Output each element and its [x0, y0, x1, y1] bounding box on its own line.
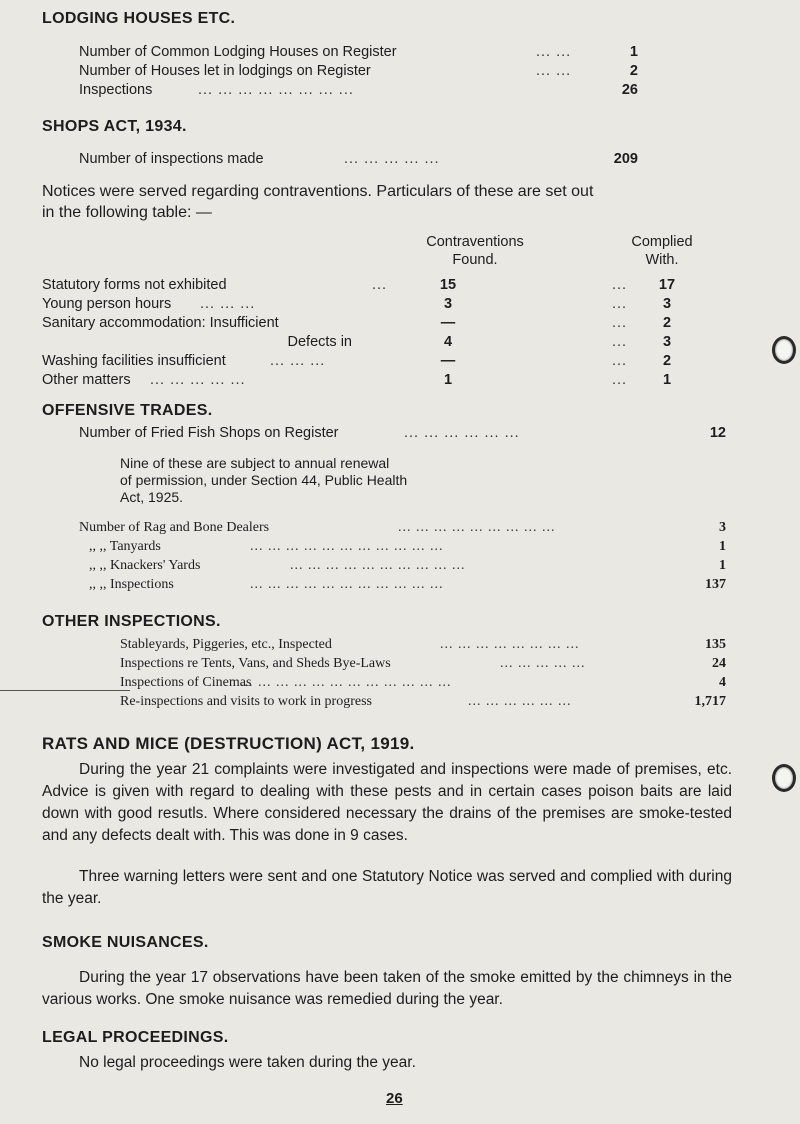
table-row-label: Sanitary accommodation: Insufficient	[42, 315, 279, 331]
table-row-label: Other matters	[42, 372, 131, 388]
table-cell-found: 4	[443, 334, 453, 350]
leader-dots: ... ...	[536, 63, 572, 79]
offensive-row-value: 1	[719, 558, 726, 573]
other-row-label: Re-inspections and visits to work in progress	[120, 694, 372, 709]
leader-dots: ... ... ... ... ... ... ... ... ... ... ...	[250, 577, 444, 592]
leader-dots: ...	[612, 353, 628, 369]
table-row-label: Statutory forms not exhibited	[42, 277, 227, 293]
rats-heading: RATS AND MICE (DESTRUCTION) ACT, 1919.	[42, 734, 415, 753]
offensive-row-label: ,, ,, Tanyards	[89, 539, 161, 554]
other-heading: OTHER INSPECTIONS.	[42, 613, 221, 630]
punch-hole	[772, 336, 796, 364]
leader-dots: ... ... ... ... ...	[500, 656, 586, 671]
rats-paragraph-1: During the year 21 complaints were investigated and inspections were made of premises, etc. Advice is given with regard to dealing with these pests and in certain cases poison baits are laid down with good resutls. Where considered necessary the drains of the premises are smoke-tested and any defects dealt with. This was done in 9 cases.	[42, 761, 732, 844]
table-row-label: Washing facilities insufficient	[42, 353, 226, 369]
leader-dots: ...	[612, 372, 628, 388]
lodging-row-label: Number of Houses let in lodgings on Register	[79, 63, 371, 79]
offensive-row-value: 1	[719, 539, 726, 554]
offensive-row-value: 3	[719, 520, 726, 535]
fish-shops-value: 12	[709, 425, 726, 441]
lodging-row-value: 26	[621, 82, 638, 98]
lodging-row-value: 1	[629, 44, 638, 60]
leader-dots: ... ... ... ... ... ... ... ... ...	[398, 520, 556, 535]
fish-note-line: Nine of these are subject to annual renewal	[120, 455, 390, 471]
fish-note-line: of permission, under Section 44, Public Health	[120, 472, 408, 488]
offensive-row-label: ,, ,, Knackers' Yards	[89, 558, 201, 573]
smoke-heading: SMOKE NUISANCES.	[42, 934, 209, 951]
other-row-value: 4	[719, 675, 726, 690]
lodging-row-label: Inspections	[79, 82, 153, 98]
table-row-label: Young person hours	[42, 296, 172, 312]
leader-dots: ...	[372, 277, 388, 293]
notices-line-1: Notices were served regarding contraventions. Particulars of these are set out	[42, 183, 594, 200]
offensive-row-label: Number of Rag and Bone Dealers	[79, 520, 270, 535]
table-header-complied: Complied	[631, 234, 693, 250]
leader-dots: ... ... ...	[270, 353, 326, 369]
smoke-paragraph: During the year 17 observations have been taken of the smoke emitted by the chimneys in the various works. One smoke nuisance was remedied during the year.	[42, 969, 732, 1008]
leader-dots: ... ... ... ... ... ... ... ...	[198, 82, 354, 98]
table-cell-complied: 3	[662, 334, 672, 350]
other-row-label: Inspections re Tents, Vans, and Sheds Bye-Laws	[120, 656, 391, 671]
table-header-found: Found.	[452, 252, 498, 268]
legal-heading: LEGAL PROCEEDINGS.	[42, 1029, 229, 1046]
lodging-row-value: 2	[629, 63, 638, 79]
table-cell-found: 15	[439, 277, 457, 293]
offensive-row-label: ,, ,, Inspections	[89, 577, 174, 592]
leader-dots: ... ... ... ... ... ...	[404, 425, 520, 441]
lodging-heading: LODGING HOUSES ETC.	[42, 10, 236, 27]
leader-dots: ... ... ... ... ... ... ... ... ... ... ... ...	[240, 675, 452, 690]
page-number: 26	[386, 1090, 403, 1107]
leader-dots: ... ... ... ... ... ... ... ...	[440, 637, 580, 652]
fish-shops-label: Number of Fried Fish Shops on Register	[79, 425, 339, 441]
leader-dots: ... ... ... ... ... ... ... ... ... ... ...	[250, 539, 444, 554]
offensive-heading: OFFENSIVE TRADES.	[42, 402, 213, 419]
table-cell-found: —	[440, 315, 456, 331]
shops-row-value: 209	[613, 151, 638, 167]
leader-dots: ... ... ... ... ... ...	[468, 694, 572, 709]
fish-note-line: Act, 1925.	[120, 489, 184, 505]
leader-dots: ... ...	[536, 44, 572, 60]
leader-dots: ... ... ... ... ...	[344, 151, 440, 167]
table-cell-complied: 2	[662, 353, 672, 369]
shops-row-label: Number of inspections made	[79, 151, 264, 167]
offensive-row-value: 137	[705, 577, 726, 592]
lodging-row-label: Number of Common Lodging Houses on Register	[79, 44, 397, 60]
table-cell-complied: 1	[662, 372, 672, 388]
other-row-value: 1,717	[694, 694, 726, 709]
other-row-label: Inspections of Cinemas	[120, 675, 252, 690]
other-row-value: 24	[712, 656, 726, 671]
leader-dots: ... ... ... ... ...	[150, 372, 246, 388]
table-header-with: With.	[645, 252, 679, 268]
notices-line-2: in the following table: —	[42, 204, 212, 221]
leader-dots: ...	[612, 277, 628, 293]
table-cell-found: —	[440, 353, 456, 369]
table-cell-complied: 17	[658, 277, 676, 293]
leader-dots: ...	[612, 296, 628, 312]
table-cell-found: 3	[443, 296, 453, 312]
legal-paragraph: No legal proceedings were taken during the year.	[79, 1054, 416, 1071]
leader-dots: ...	[612, 315, 628, 331]
table-cell-complied: 2	[662, 315, 672, 331]
punch-hole	[772, 764, 796, 792]
table-cell-found: 1	[443, 372, 453, 388]
shops-heading: SHOPS ACT, 1934.	[42, 118, 187, 135]
table-row-label: Defects in	[287, 334, 352, 350]
leader-dots: ... ... ...	[200, 296, 256, 312]
leader-dots: ...	[612, 334, 628, 350]
rats-paragraph-2: Three warning letters were sent and one Statutory Notice was served and complied with during the year.	[42, 868, 732, 907]
scan-rule	[0, 690, 130, 691]
other-row-label: Stableyards, Piggeries, etc., Inspected	[120, 637, 332, 652]
leader-dots: ... ... ... ... ... ... ... ... ... ...	[290, 558, 466, 573]
table-header-contraventions: Contraventions	[426, 234, 524, 250]
table-cell-complied: 3	[662, 296, 672, 312]
other-row-value: 135	[705, 637, 726, 652]
